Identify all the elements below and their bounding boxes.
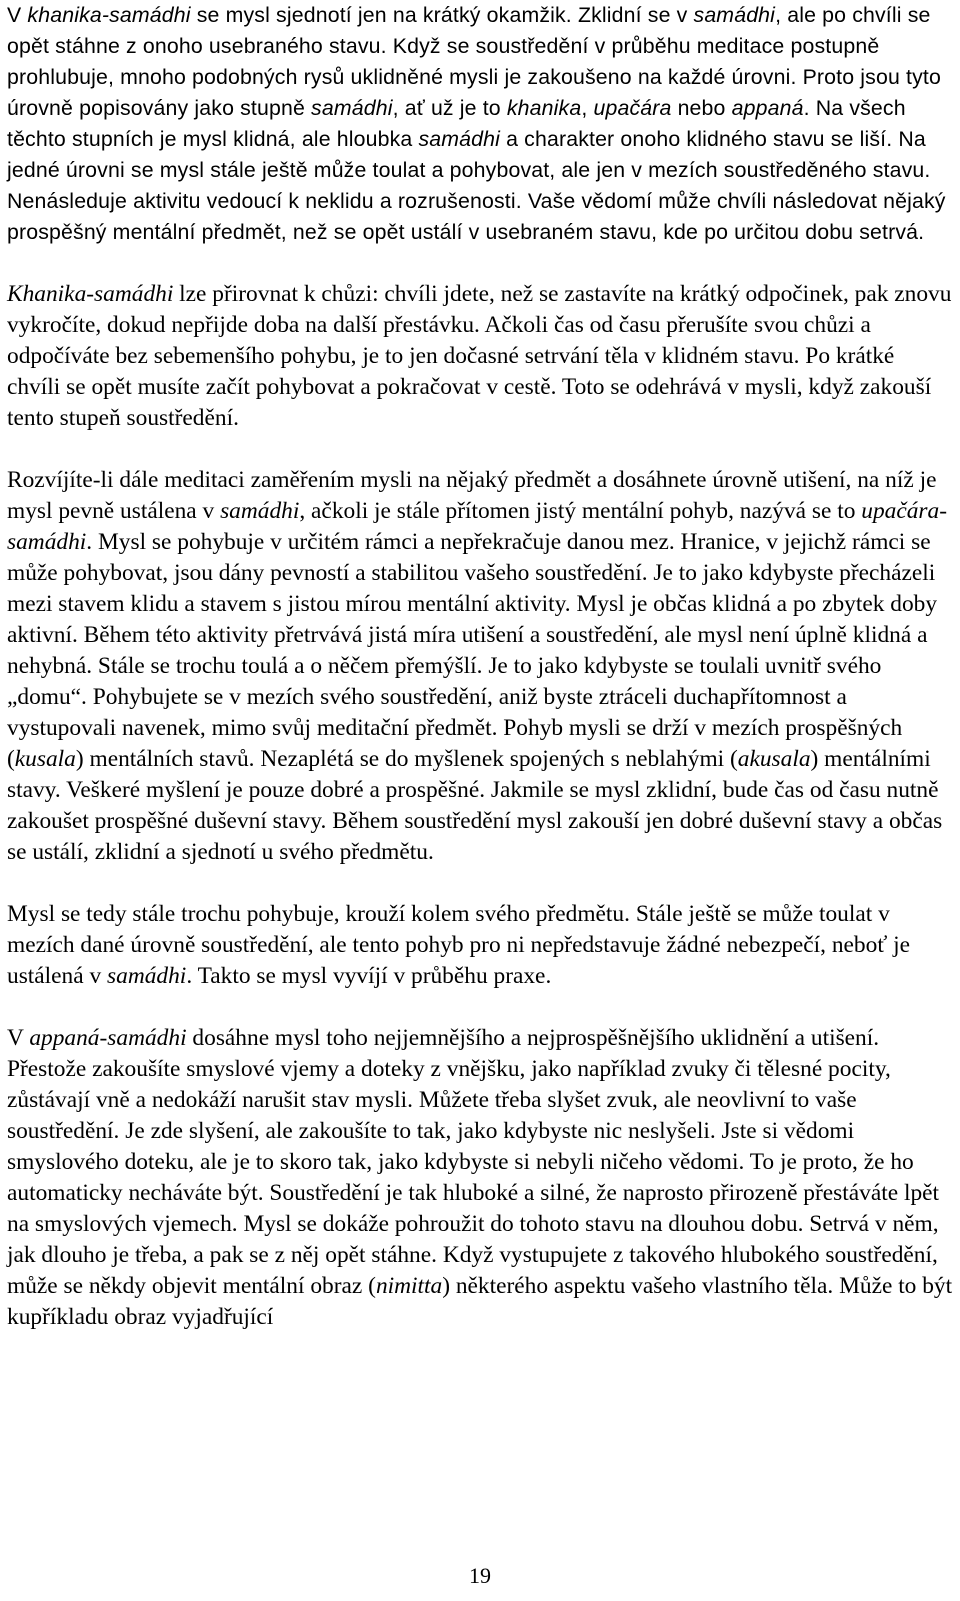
- italic-term: kusala: [14, 746, 76, 772]
- text-segment: dosáhne mysl toho nejjemnějšího a nejprospěšnějšího uklidnění a utišení. Přestože zakoušíte smyslové vjemy a doteky z vnějšku, jako například zvuky či tělesné pocity, zůstávají vně a nedokáží narušit stav mysli. Můžete třeba slyšet zvuk, ale neovlivní to vaše soustředění. Je zde slyšení, ale zakoušíte to tak, jako kdybyste nic neslyšeli. Jste si vědomi smyslového doteku, ale je to skoro tak, jako kdybyste si nebyli ničeho vědomi. To je proto, že ho automaticky necháváte být. Soustředění je tak hluboké a silné, že naprosto přirozeně přestáváte lpět na smyslových vjemech. Mysl se dokáže pohroužit do tohoto stavu na dlouhou dobu. Setrvá v něm, jak dlouho je třeba, a pak se z něj opět stáhne. Když vystupujete z takového hlubokého soustředění, může se někdy objevit mentální obraz (: [7, 1025, 940, 1299]
- text-segment: . Takto se mysl vyvíjí v průběhu praxe.: [186, 963, 552, 989]
- paragraph-2: [7, 279, 953, 434]
- text-segment: , ačkoli je stále přítomen jistý mentální pohyb, nazývá se to: [299, 498, 862, 524]
- text-segment: ) mentálních stavů. Nezaplétá se do myšlenek spojených s neblahými (: [75, 746, 738, 772]
- paragraph-1: [7, 0, 953, 248]
- text-segment: . Mysl se pohybuje v určitém rámci a nepřekračuje danou mez. Hranice, v jejichž rámci se může pohybovat, jsou dány pevností a stabilitou vašeho soustředění. Je to jako kdybyste přecházeli mezi stavem klidu a stavem s jistou mírou mentální aktivity. Mysl je občas klidná a po zbytek doby aktivní. Během této aktivity přetrvává jistá míra utišení a soustředění, ale mysl není úplně klidná a nehybná. Stále se trochu toulá a o něčem přemýšlí. Je to jako kdybyste se toulali uvnitř svého „domu“. Pohybujete se v mezích svého soustředění, aniž byste ztráceli duchapřítomnost a vystupovali navenek, mimo svůj meditační předmět. Pohyb mysli se drží v mezích prospěšných (: [7, 529, 938, 772]
- italic-term: samádhi: [220, 498, 300, 524]
- paragraph-5: [7, 1023, 953, 1333]
- text-segment: ) některého aspektu vašeho vlastního těla. Může to být kupříkladu obraz vyjadřující: [7, 1273, 953, 1330]
- italic-term: khanika-samádhi: [27, 3, 191, 27]
- body-text: [7, 0, 953, 1364]
- italic-term: samádhi: [107, 963, 187, 989]
- page-number: 19: [469, 1563, 491, 1588]
- italic-term: akusala: [737, 746, 811, 772]
- text-segment: ) mentálními stavy. Veškeré myšlení je pouze dobré a prospěšné. Jakmile se mysl zklidní, bude čas od času nutně zakoušet prospěšné duševní stavy. Během soustředění mysl zakouší jen dobré duševní stavy a občas se ustálí, zklidní a sjednotí u svého předmětu.: [7, 746, 943, 865]
- italic-term: khanika: [506, 96, 582, 120]
- italic-term: samádhi: [418, 127, 501, 151]
- paragraph-3: [7, 465, 953, 868]
- italic-term: nimitta: [375, 1273, 443, 1299]
- italic-term: Khanika-samádhi: [7, 281, 174, 307]
- italic-term: samádhi: [693, 3, 776, 27]
- text-segment: Mysl se tedy stále trochu pohybuje, krouží kolem svého předmětu. Stále ještě se může toulat v mezích dané úrovně soustředění, ale tento pohyb pro ni nepředstavuje žádné nebezpečí, neboť je ustálená v: [7, 901, 911, 989]
- italic-term: upačára-samádhi: [7, 498, 948, 555]
- text-segment: , ale po chvíli se opět stáhne z onoho usebraného stavu. Když se soustředění v průběhu meditace postupně prohlubuje, mnoho podobných rysů uklidněné mysli je zakoušeno na každé úrovni. Proto jsou tyto úrovně popisovány jako stupně: [7, 3, 941, 120]
- text-segment: se mysl sjednotí jen na krátký okamžik. Zklidní se v: [190, 3, 694, 27]
- text-segment: a charakter onoho klidného stavu se liší. Na jedné úrovni se mysl stále ještě může toulat a pohybovat, ale jen v mezích soustředěného stavu. Nenásleduje aktivitu vedoucí k neklidu a rozrušenosti. Vaše vědomí může chvíli následovat nějaký prospěšný mentální předmět, než se opět ustálí v usebraném stavu, kde po určitou dobu setrvá.: [7, 127, 946, 244]
- italic-term: upačára: [593, 96, 672, 120]
- italic-term: samádhi: [311, 96, 393, 120]
- italic-term: appaná-samádhi: [29, 1025, 187, 1051]
- text-segment: Rozvíjíte-li dále meditaci zaměřením mysli na nějaký předmět a dosáhnete úrovně utišení, na níž je mysl pevně ustálena v: [7, 467, 937, 524]
- text-segment: lze přirovnat k chůzi: chvíli jdete, než se zastavíte na krátký odpočinek, pak znovu vykročíte, dokud nepřijde doba na další přestávku. Ačkoli čas od času přerušíte svou chůzi a odpočíváte bez sebemenšího pohybu, je to jen dočasné setrvání těla v klidném stavu. Po krátké chvíli se opět musíte začít pohybovat a pokračovat v cestě. Toto se odehrává v mysli, když zakouší tento stupeň soustředění.: [7, 281, 952, 431]
- text-segment: ,: [581, 96, 594, 120]
- italic-term: appaná: [731, 96, 804, 120]
- text-segment: , ať už je to: [392, 96, 507, 120]
- text-segment: V: [7, 1025, 30, 1051]
- paragraph-4: [7, 899, 953, 992]
- text-segment: . Na všech těchto stupních je mysl klidná, ale hloubka: [7, 96, 906, 151]
- text-segment: nebo: [671, 96, 732, 120]
- text-segment: V: [7, 3, 28, 27]
